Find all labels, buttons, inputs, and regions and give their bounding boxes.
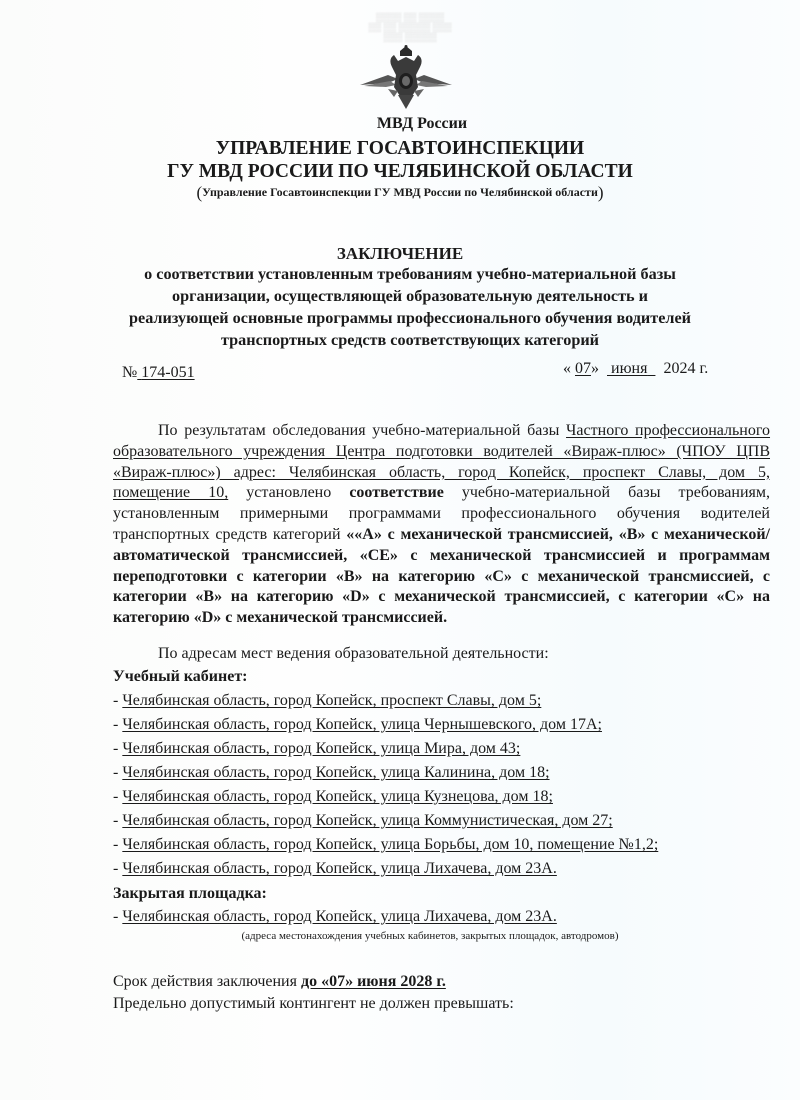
bullet: -	[113, 716, 123, 733]
contingent-limit: Предельно допустимый контингент не должен превышать:	[113, 995, 514, 1012]
conclusion-body	[113, 421, 770, 629]
p1-lead: По результатам обследования учебно-материальной базы	[158, 422, 567, 439]
paren-close: )	[597, 183, 604, 202]
addresses-note: (адреса местонахождения учебных кабинетов, закрытых площадок, автодромов)	[241, 930, 619, 942]
closed-area-address	[113, 908, 557, 926]
subtitle-line: организации, осуществляющей образовательную деятельность и	[172, 287, 648, 305]
bullet: -	[113, 812, 123, 829]
license-categories: ««А» с механической трансмиссией, «В» с механической/автоматической трансмиссией, «СЕ» с механической трансмиссией и программам переподготовки с категории «В» на категорию «С» с механической трансмиссией, с категории «В» на категорию «D» с механической трансмиссией, с категории «С» на категорию «D» с механической трансмиссией.	[113, 525, 770, 627]
date-quote-close: »	[591, 360, 599, 377]
date-quote-open: «	[563, 360, 571, 377]
bullet: -	[113, 908, 123, 925]
number-prefix: №	[122, 364, 138, 381]
org-subtitle	[0, 183, 800, 203]
document-number	[122, 364, 195, 382]
bullet: -	[113, 764, 123, 781]
classroom-address	[113, 788, 553, 806]
bullet: -	[113, 836, 123, 853]
org-short-name: МВД России	[376, 115, 468, 132]
date-month-text: июня	[611, 360, 648, 377]
p1-mid: установлено	[228, 484, 350, 502]
number-value	[137, 364, 194, 381]
org-title-line-2: ГУ МВД РОССИИ ПО ЧЕЛЯБИНСКОЙ ОБЛАСТИ	[167, 161, 633, 182]
classroom-address	[113, 740, 520, 758]
conclusion-paragraph	[113, 421, 770, 629]
org-title	[0, 137, 800, 183]
mvd-emblem-icon	[358, 45, 454, 111]
address-text: Челябинская область, город Копейск, улица Лихачева, дом 23А.	[122, 908, 557, 925]
paren-open: (	[196, 183, 203, 202]
address-text: Челябинская область, город Копейск, улица Коммунистическая, дом 27;	[122, 812, 613, 829]
classroom-address	[113, 812, 613, 830]
org-title-line-1: УПРАВЛЕНИЕ ГОСАВТОИНСПЕКЦИИ	[215, 138, 585, 159]
classroom-address	[113, 716, 602, 734]
subtitle-line: реализующей основные программы профессионального обучения водителей	[129, 309, 691, 327]
validity-label: Срок действия заключения	[113, 973, 301, 990]
date-month	[607, 360, 655, 377]
address-text: Челябинская область, город Копейск, улица Лихачева, дом 23А.	[122, 860, 557, 877]
date-day: 07	[575, 360, 591, 377]
subtitle-line: о соответствии установленным требованиям учебно-материальной базы	[144, 265, 676, 283]
classroom-address	[113, 692, 541, 710]
classroom-label: Учебный кабинет:	[113, 668, 248, 685]
p1-rest: учебно-материальной базы требованиям, установленным примерными программами профессионального обучения водителей транспортных средств категорий	[113, 484, 771, 543]
validity-date: до «07» июня 2028 г.	[300, 973, 446, 990]
bleed-through-text: ▒▒▒▒ ▒▒ ▒▒▒▒ ▒▒ ▒▒ ▒▒▒▒▒ ▒▒▒ ▒▒▒ ▒▒▒▒▒	[368, 12, 452, 42]
bullet: -	[113, 692, 123, 709]
addresses-intro: По адресам мест ведения образовательной деятельности:	[158, 645, 549, 662]
address-text: Челябинская область, город Копейск, улица Калинина, дом 18;	[122, 764, 550, 781]
date-year: 2024 г.	[663, 360, 709, 377]
subtitle-line: транспортных средств соответствующих категорий	[221, 331, 599, 349]
document-date	[563, 360, 708, 378]
address-text: Челябинская область, город Копейск, улица Мира, дом 43;	[122, 740, 521, 757]
org-subtitle-text: Управление Госавтоинспекции ГУ МВД России по Челябинской области	[202, 185, 598, 199]
validity-period	[113, 973, 446, 991]
number-text: 174-051	[141, 364, 195, 381]
bullet: -	[113, 788, 123, 805]
classroom-address	[113, 860, 557, 878]
classroom-address	[113, 836, 658, 854]
document-subtitle	[110, 263, 710, 351]
classroom-address	[113, 764, 550, 782]
address-text: Челябинская область, город Копейск, проспект Славы, дом 5;	[122, 692, 542, 709]
compliance-keyword: соответствие	[349, 484, 444, 502]
bullet: -	[113, 860, 123, 877]
document-title: ЗАКЛЮЧЕНИЕ	[336, 244, 464, 263]
address-text: Челябинская область, город Копейск, улица Борьбы, дом 10, помещение №1,2;	[122, 836, 659, 853]
organization-name-address: Частного профессионального образовательного учреждения Центра подготовки водителей «Вираж-плюс» (ЧПОУ ЦПВ «Вираж-плюс») адрес: Челябинская область, город Копейск, проспект Славы, дом 5, помещение 10,	[113, 422, 771, 502]
bullet: -	[113, 740, 123, 757]
closed-area-label: Закрытая площадка:	[113, 885, 267, 902]
address-text: Челябинская область, город Копейск, улица Кузнецова, дом 18;	[122, 788, 553, 805]
address-text: Челябинская область, город Копейск, улица Чернышевского, дом 17А;	[122, 716, 602, 733]
